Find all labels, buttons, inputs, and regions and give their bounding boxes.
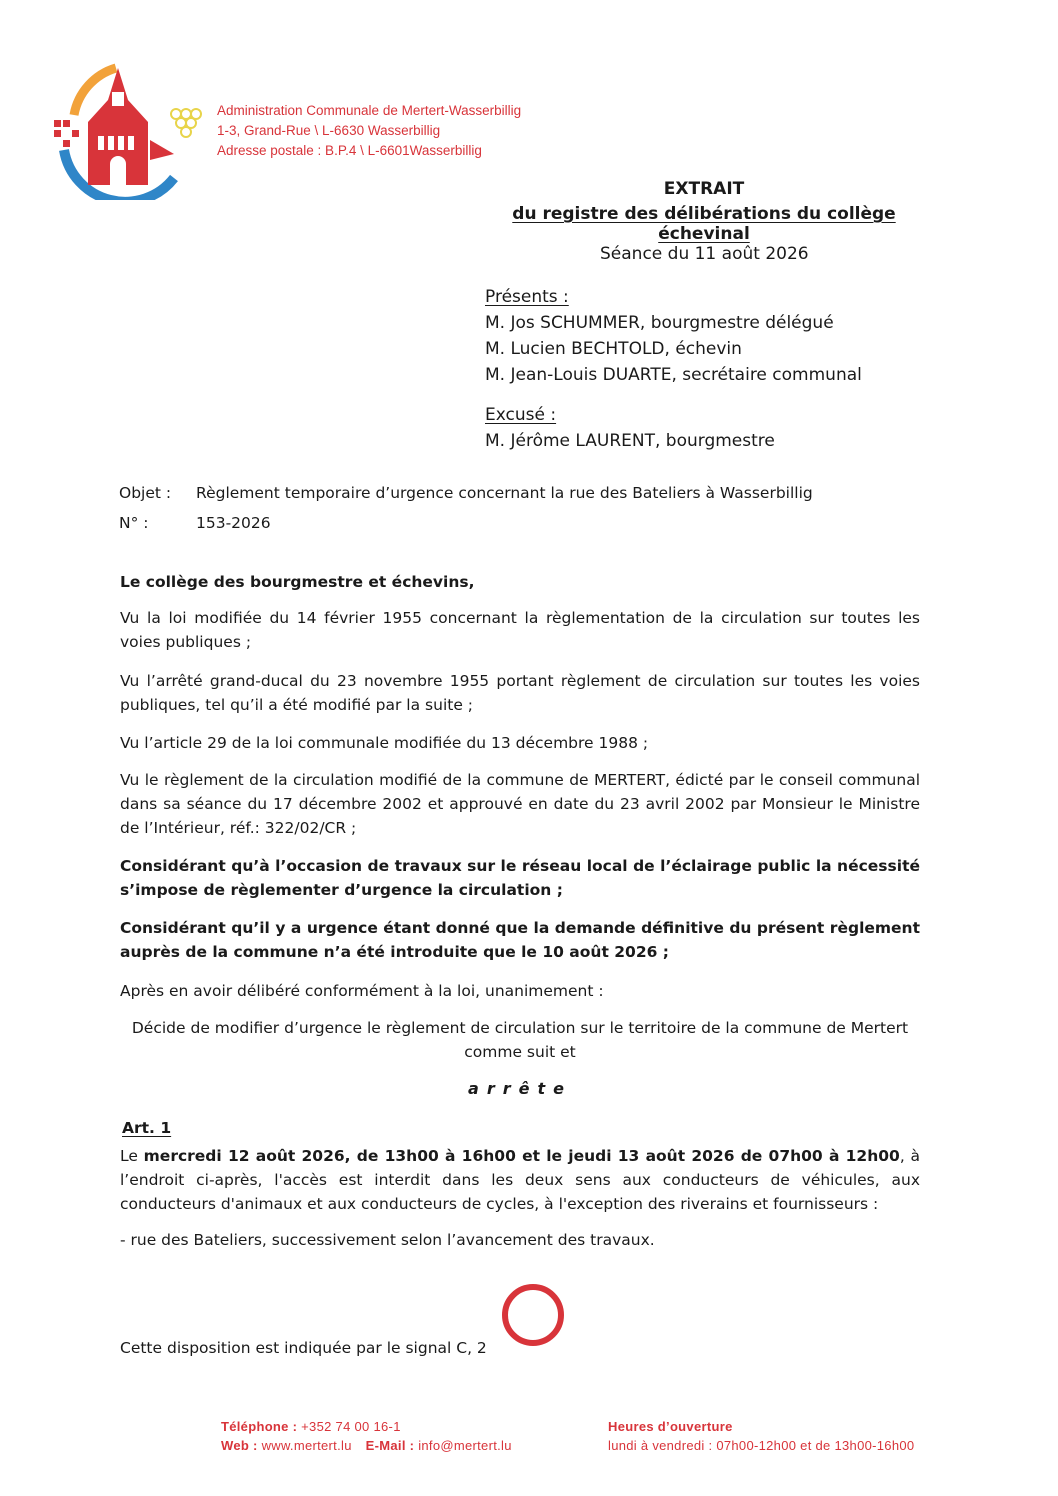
arrete-heading: arrête <box>468 1079 572 1098</box>
college-intro: Le collège des bourgmestre et échevins, <box>120 573 475 591</box>
excused-members <box>485 402 775 454</box>
legal-basis-2: Vu l’arrêté grand-ducal du 23 novembre 1955 portant règlement de circulation sur toutes les voies publiques, tel qu’il a été modifié par la suite ; <box>120 672 920 714</box>
article-1-label: Art. 1 <box>122 1119 172 1137</box>
legal-basis-3: Vu l’article 29 de la loi communale modifiée du 13 décembre 1988 ; <box>120 734 649 752</box>
present-label: Présents : <box>485 287 569 307</box>
article-1-street: - rue des Bateliers, successivement selon l’avancement des travaux. <box>120 1231 655 1249</box>
number-label: N° : <box>119 514 149 532</box>
object-row <box>119 484 813 502</box>
legal-basis-4: Vu le règlement de la circulation modifié de la commune de MERTERT, édicté par le conseil communal dans sa séance du 17 décembre 2002 et approuvé en date du 23 avril 2002 par Monsieur le Ministre de l’Intérieur, réf.: 322/02/CR ; <box>120 771 920 837</box>
phone-value: +352 74 00 16-1 <box>297 1419 401 1434</box>
present-members <box>485 284 862 388</box>
considering-1: Considérant qu’à l’occasion de travaux sur le réseau local de l’éclairage public la nécessité s’impose de règlementer d’urgence la circulation ; <box>120 857 920 899</box>
org-address: 1-3, Grand-Rue \ L-6630 Wasserbillig <box>217 123 441 138</box>
hours-label: Heures d’ouverture <box>608 1419 733 1434</box>
session-date: Séance du 11 août 2026 <box>600 244 809 264</box>
object-label: Objet : <box>119 484 172 502</box>
deliberation-statement: Après en avoir délibéré conformément à la loi, unanimement : <box>120 982 604 1000</box>
excused-label: Excusé : <box>485 405 557 425</box>
org-name: Administration Communale de Mertert-Wasserbillig <box>217 103 522 118</box>
document-title: EXTRAIT <box>663 179 745 199</box>
excused-member: M. Jérôme LAURENT, bourgmestre <box>485 431 775 451</box>
article-1-prefix: Le <box>120 1147 144 1165</box>
decision-statement: Décide de modifier d’urgence le règlement de circulation sur le territoire de la commune de Mertert comme suit et <box>131 1019 909 1061</box>
article-1-dates: mercredi 12 août 2026, de 13h00 à 16h00 et le jeudi 13 août 2026 de 07h00 à 12h00 <box>143 1147 900 1165</box>
commune-logo <box>46 60 206 200</box>
org-postal-address: Adresse postale : B.P.4 \ L-6601Wasserbillig <box>217 143 482 158</box>
phone-label: Téléphone : <box>221 1419 298 1434</box>
object-value: Règlement temporaire d’urgence concernant la rue des Bateliers à Wasserbillig <box>196 484 813 502</box>
footer-contact <box>221 1417 512 1455</box>
web-label: Web : <box>221 1438 258 1453</box>
web-link[interactable]: www.mertert.lu <box>257 1438 352 1453</box>
organisation-header <box>217 101 521 161</box>
document-subtitle: du registre des délibérations du collège échevinal <box>512 204 896 244</box>
number-value: 153-2026 <box>196 514 271 532</box>
considering-2: Considérant qu’il y a urgence étant donné que la demande définitive du présent règlement auprès de la commune n’a été introduite que le 10 août 2026 ; <box>120 919 920 961</box>
legal-basis-1: Vu la loi modifiée du 14 février 1955 concernant la règlementation de la circulation sur toutes les voies publiques ; <box>120 609 920 651</box>
hours-value: lundi à vendredi : 07h00-12h00 et de 13h00-16h00 <box>608 1438 915 1453</box>
present-member: M. Lucien BECHTOLD, échevin <box>485 339 742 359</box>
article-1-rest: , à l’endroit ci-après, l'accès est interdit dans les deux sens aux conducteurs de véhicules, aux conducteurs d'animaux et aux conducteurs de cycles, à l'exception des riverains et fournisseurs : <box>120 1147 920 1213</box>
article-1-text <box>120 1144 920 1216</box>
sign-disposition: Cette disposition est indiquée par le signal C, 2 <box>120 1339 487 1357</box>
present-member: M. Jean-Louis DUARTE, secrétaire communal <box>485 365 862 385</box>
email-label: E-Mail : <box>365 1438 415 1453</box>
present-member: M. Jos SCHUMMER, bourgmestre délégué <box>485 313 834 333</box>
footer-hours <box>608 1417 914 1455</box>
email-link[interactable]: info@mertert.lu <box>414 1438 512 1453</box>
number-row <box>119 514 271 532</box>
